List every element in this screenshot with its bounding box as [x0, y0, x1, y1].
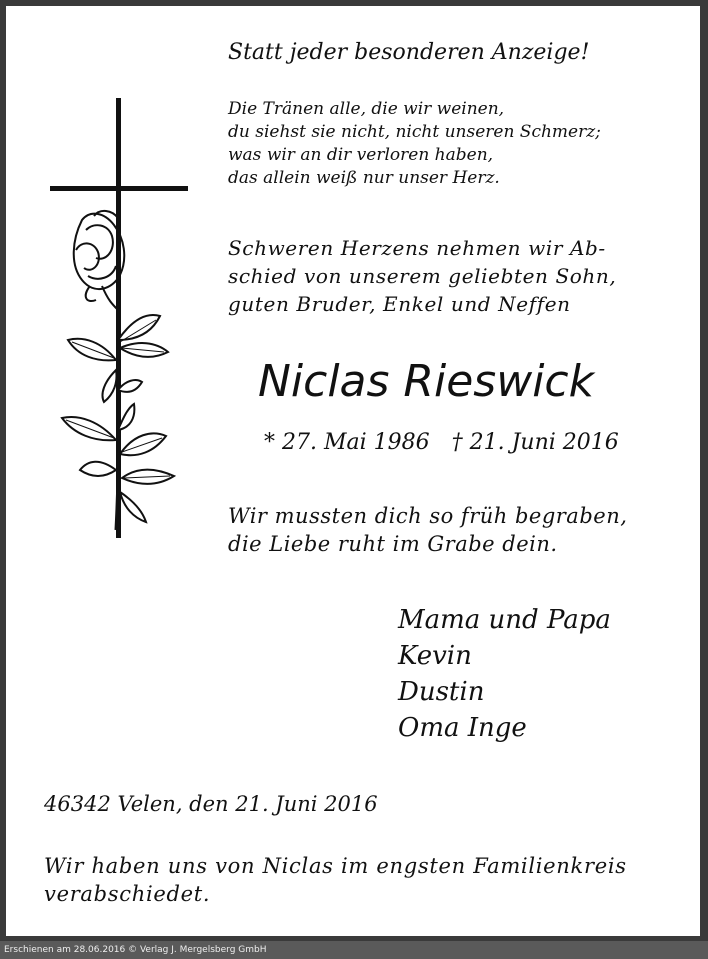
verse: [228, 502, 627, 558]
family-member: Mama und Papa: [398, 605, 611, 635]
notice-heading: Statt jeder besonderen Anzeige!: [228, 40, 590, 65]
family-member: Dustin: [398, 677, 485, 707]
deceased-name: Niclas Rieswick: [258, 356, 595, 407]
poem-line: was wir an dir verloren haben,: [228, 145, 494, 165]
verse-line: Wir mussten dich so früh begraben,: [228, 504, 628, 528]
poem-line: du siehst sie nicht, nicht unseren Schmerz;: [228, 122, 601, 142]
poem: [228, 98, 601, 190]
place-date: 46342 Velen, den 21. Juni 2016: [44, 792, 378, 816]
obituary-notice: [6, 6, 700, 936]
closing-line: verabschiedet.: [44, 882, 211, 906]
life-dates: [264, 430, 619, 455]
cross-with-rose-icon: [42, 90, 188, 538]
intro-line: guten Bruder, Enkel und Neffen: [228, 292, 571, 316]
intro-line: Schweren Herzens nehmen wir Ab-: [228, 236, 606, 260]
family-member: Kevin: [398, 641, 472, 671]
family-member: Oma Inge: [398, 713, 527, 743]
birth-date: * 27. Mai 1986: [264, 430, 430, 455]
closing-text: [44, 852, 627, 908]
poem-line: das allein weiß nur unser Herz.: [228, 168, 500, 188]
poem-line: Die Tränen alle, die wir weinen,: [228, 99, 505, 119]
death-date: † 21. Juni 2016: [451, 430, 619, 455]
verse-line: die Liebe ruht im Grabe dein.: [228, 532, 558, 556]
family-list: [398, 602, 611, 746]
intro-text: [228, 234, 616, 318]
publication-footer: Erschienen am 28.06.2016 © Verlag J. Mergelsberg GmbH: [0, 941, 708, 959]
intro-line: schied von unserem geliebten Sohn,: [228, 264, 617, 288]
closing-line: Wir haben uns von Niclas im engsten Familienkreis: [44, 854, 627, 878]
